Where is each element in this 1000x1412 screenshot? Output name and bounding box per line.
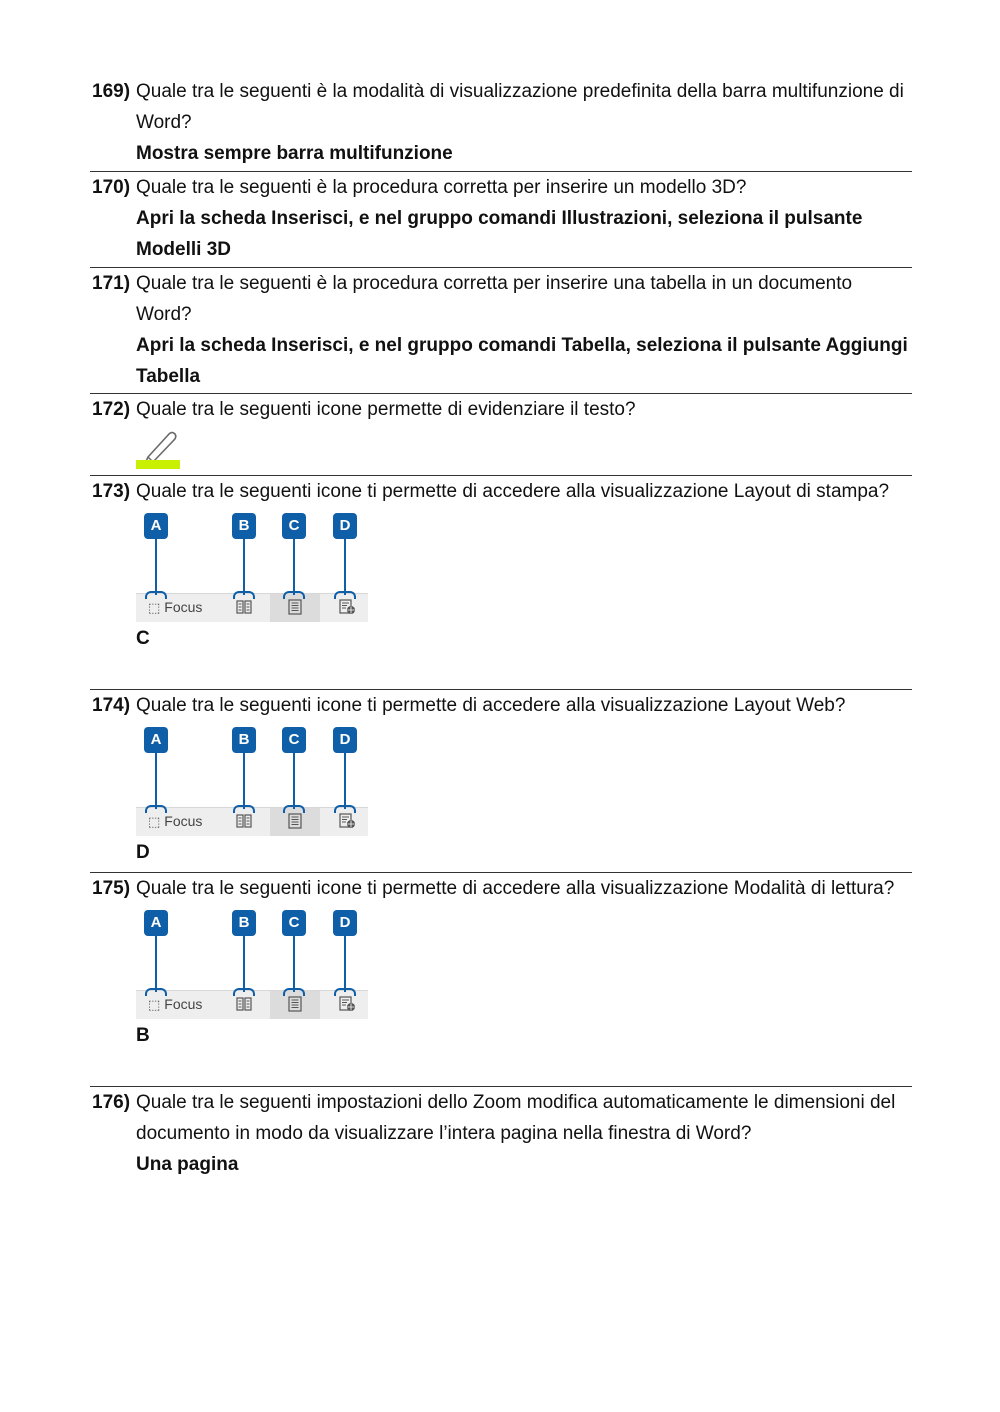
question-text: Quale tra le seguenti icone ti permette di accedere alla visualizzazione Layout di stampa? bbox=[136, 481, 890, 502]
print-layout-icon bbox=[287, 996, 303, 1012]
label-a: A bbox=[144, 513, 168, 539]
question-text: Quale tra le seguenti icone ti permette di accedere alla visualizzazione Modalità di lettura? bbox=[136, 878, 895, 899]
web-layout-icon bbox=[338, 813, 356, 829]
highlighter-pen-icon bbox=[136, 427, 182, 469]
focus-label-text: Focus bbox=[164, 996, 203, 1012]
question-number: 174) bbox=[92, 695, 131, 716]
read-mode-icon bbox=[236, 599, 252, 615]
print-layout-icon bbox=[287, 813, 303, 829]
question-173 bbox=[90, 476, 912, 690]
question-169 bbox=[90, 76, 912, 172]
question-number: 175) bbox=[92, 878, 131, 899]
question-174 bbox=[90, 690, 912, 873]
focus-icon: ⬚ Focus bbox=[148, 813, 203, 829]
question-number: 169) bbox=[92, 81, 131, 102]
question-number: 173) bbox=[92, 481, 131, 502]
question-text: Quale tra le seguenti è la procedura corretta per inserire una tabella in un documento Word? bbox=[136, 273, 853, 325]
focus-icon: ⬚ Focus bbox=[148, 996, 203, 1012]
label-c: C bbox=[282, 910, 306, 936]
label-a: A bbox=[144, 910, 168, 936]
label-b: B bbox=[232, 727, 256, 753]
label-b: B bbox=[232, 910, 256, 936]
answer-text: C bbox=[136, 628, 150, 649]
question-171 bbox=[90, 268, 912, 394]
question-text: Quale tra le seguenti è la modalità di visualizzazione predefinita della barra multifunzione di Word? bbox=[136, 81, 904, 133]
question-text: Quale tra le seguenti icone permette di evidenziare il testo? bbox=[136, 399, 636, 420]
focus-icon: ⬚ Focus bbox=[148, 599, 203, 615]
web-layout-icon bbox=[338, 599, 356, 615]
question-number: 176) bbox=[92, 1092, 131, 1113]
label-b: B bbox=[232, 513, 256, 539]
focus-label-text: Focus bbox=[164, 599, 203, 615]
label-d: D bbox=[333, 513, 357, 539]
view-bar-illustration bbox=[136, 725, 368, 837]
answer-text: Apri la scheda Inserisci, e nel gruppo comandi Tabella, seleziona il pulsante Aggiungi Tabella bbox=[136, 335, 908, 387]
answer-text: Una pagina bbox=[136, 1154, 239, 1175]
question-170 bbox=[90, 172, 912, 268]
question-176 bbox=[90, 1087, 912, 1217]
read-mode-icon bbox=[236, 996, 252, 1012]
view-bar-illustration bbox=[136, 511, 368, 623]
question-175 bbox=[90, 873, 912, 1087]
question-text: Quale tra le seguenti impostazioni dello Zoom modifica automaticamente le dimensioni del documento in modo da visualizzare l’intera pagina nella finestra di Word? bbox=[136, 1092, 896, 1144]
question-text: Quale tra le seguenti icone ti permette di accedere alla visualizzazione Layout Web? bbox=[136, 695, 846, 716]
label-d: D bbox=[333, 910, 357, 936]
question-number: 170) bbox=[92, 177, 131, 198]
question-number: 172) bbox=[92, 399, 131, 420]
read-mode-icon bbox=[236, 813, 252, 829]
label-a: A bbox=[144, 727, 168, 753]
print-layout-icon bbox=[287, 599, 303, 615]
focus-label-text: Focus bbox=[164, 813, 203, 829]
answer-text: Mostra sempre barra multifunzione bbox=[136, 143, 453, 164]
answer-text: B bbox=[136, 1025, 150, 1046]
web-layout-icon bbox=[338, 996, 356, 1012]
answer-text: Apri la scheda Inserisci, e nel gruppo comandi Illustrazioni, seleziona il pulsante Modelli 3D bbox=[136, 208, 863, 260]
label-d: D bbox=[333, 727, 357, 753]
answer-text: D bbox=[136, 842, 150, 863]
question-172 bbox=[90, 394, 912, 476]
question-text: Quale tra le seguenti è la procedura corretta per inserire un modello 3D? bbox=[136, 177, 747, 198]
view-bar-illustration bbox=[136, 908, 368, 1020]
question-number: 171) bbox=[92, 273, 131, 294]
label-c: C bbox=[282, 727, 306, 753]
label-c: C bbox=[282, 513, 306, 539]
